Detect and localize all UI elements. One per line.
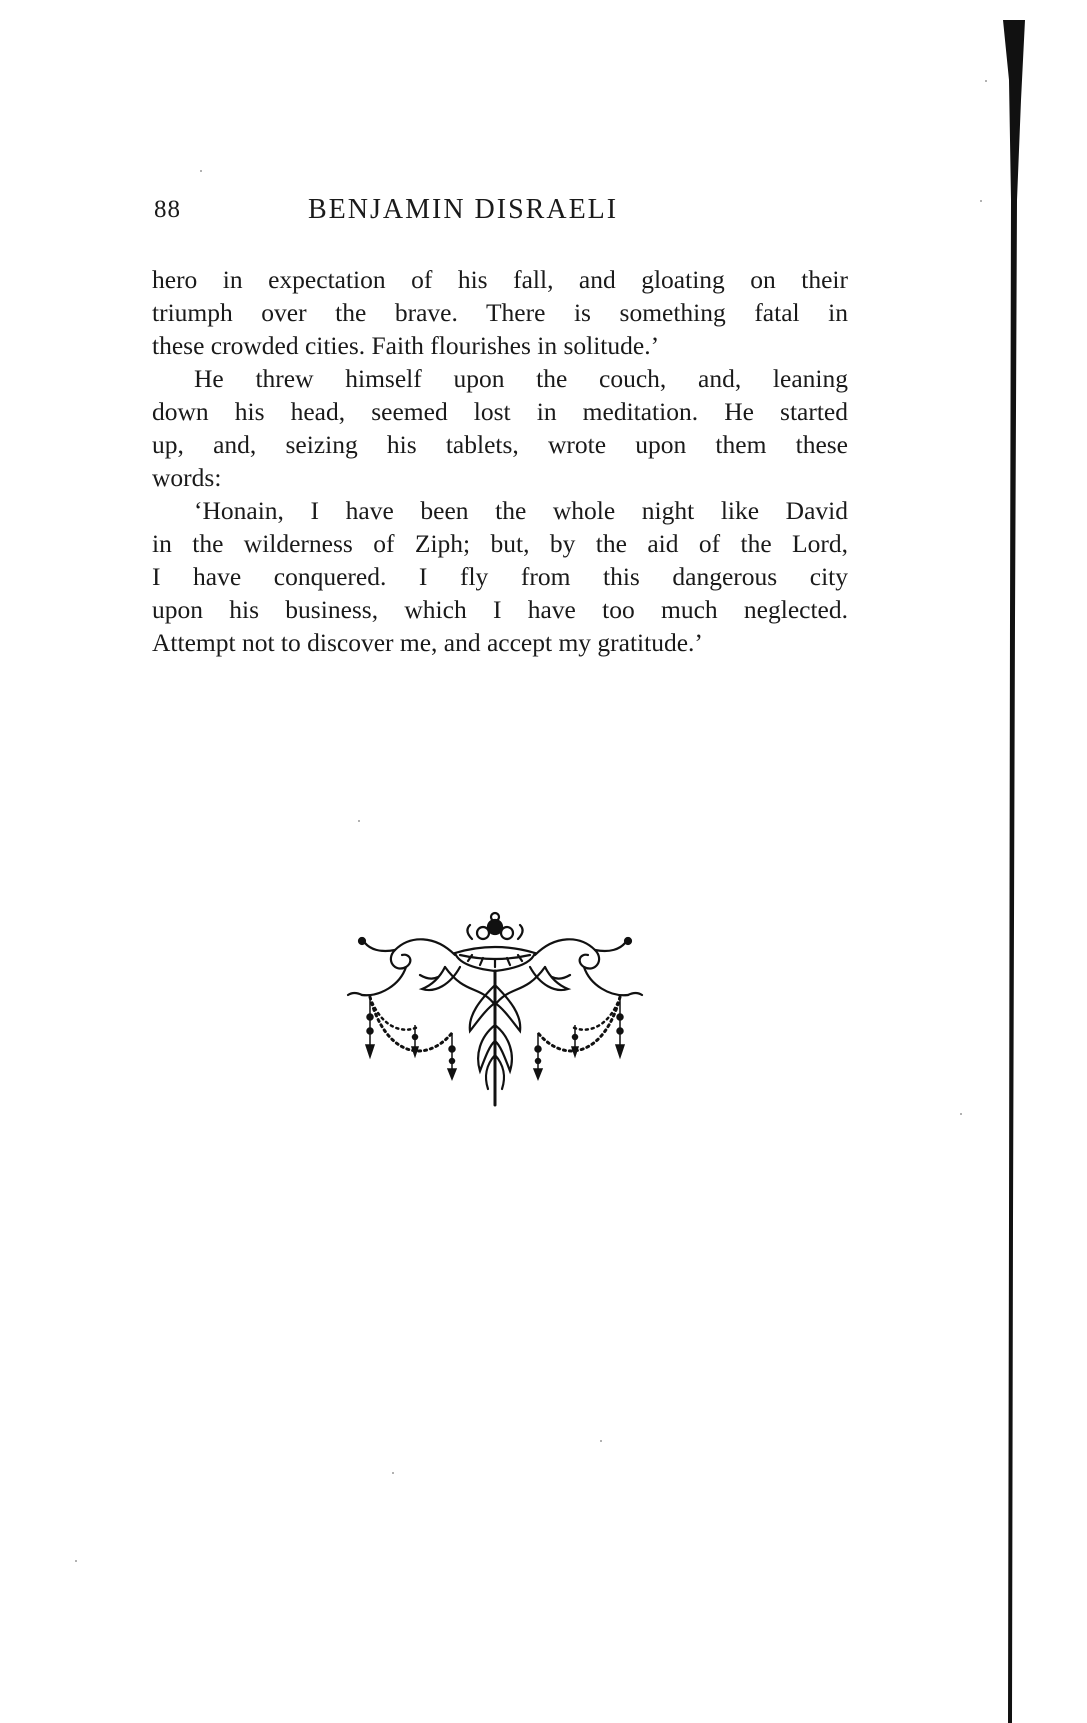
- scan-speck: [75, 1560, 77, 1562]
- text-line: these crowded cities. Faith flourishes in solitude.’: [152, 331, 660, 360]
- text-line: upon his business, which I have too much neglected.: [152, 595, 848, 624]
- scan-speck: [200, 170, 202, 172]
- body-text: [152, 263, 848, 659]
- floral-urn-garland-ornament-icon: [340, 905, 650, 1115]
- text-line: up, and, seizing his tablets, wrote upon them these: [152, 430, 848, 459]
- text-line: words:: [152, 463, 222, 492]
- running-title: BENJAMIN DISRAELI: [308, 194, 619, 225]
- scan-speck: [392, 1472, 394, 1474]
- scan-speck: [358, 820, 360, 822]
- paragraph: [152, 362, 848, 494]
- text-line: in the wilderness of Ziph; but, by the aid of the Lord,: [152, 529, 848, 558]
- scan-speck: [980, 200, 982, 202]
- scan-speck: [600, 1440, 602, 1442]
- text-line: I have conquered. I fly from this dangerous city: [152, 562, 848, 591]
- binding-edge: [1003, 20, 1025, 1723]
- scan-speck: [960, 1113, 962, 1115]
- paragraph: [152, 494, 848, 659]
- text-line: hero in expectation of his fall, and gloating on their: [152, 265, 848, 294]
- text-line: down his head, seemed lost in meditation. He started: [152, 397, 848, 426]
- page-header: [150, 196, 710, 236]
- scan-speck: [985, 80, 987, 82]
- page-number: 88: [154, 196, 181, 223]
- paragraph: [152, 263, 848, 362]
- text-line: triumph over the brave. There is something fatal in: [152, 298, 848, 327]
- text-line: Attempt not to discover me, and accept my gratitude.’: [152, 628, 703, 657]
- text-line: He threw himself upon the couch, and, leaning: [194, 364, 848, 393]
- text-line: ‘Honain, I have been the whole night like David: [194, 496, 848, 525]
